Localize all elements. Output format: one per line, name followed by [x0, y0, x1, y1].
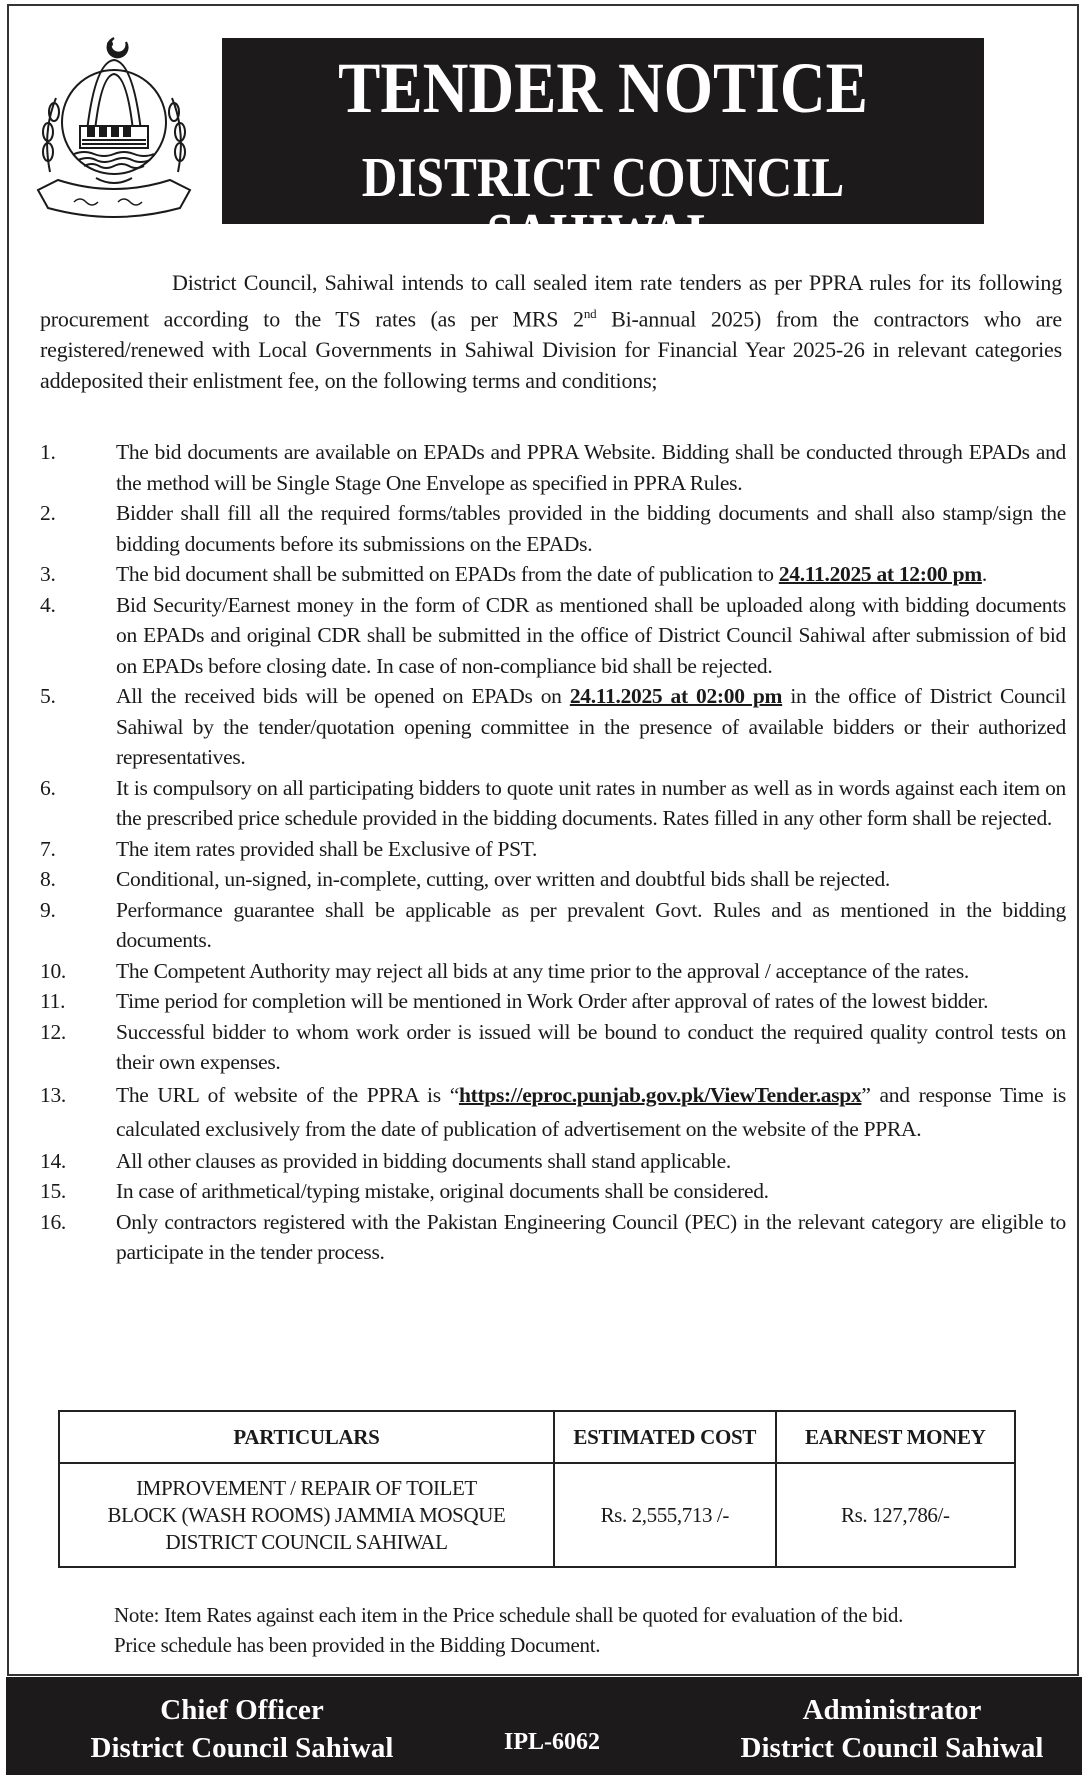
submission-deadline: 24.11.2025 at 12:00 pm: [778, 562, 982, 586]
signatory-chief-officer: [72, 1691, 412, 1767]
term-text: The Competent Authority may reject all bids at any time prior to the approval / acceptance of the rates.: [116, 958, 969, 983]
note: [114, 1600, 1074, 1660]
table-row: [59, 1463, 1015, 1567]
term-number: 2.: [40, 501, 56, 525]
term-item: [40, 773, 1066, 834]
term-text: The bid documents are available on EPADs and PPRA Website. Bidding shall be conducted through EPADs and the method will be Single Stage One Envelope as specified in PPRA Rules.: [116, 440, 1066, 495]
term-number: 13.: [40, 1082, 66, 1107]
cell-particulars: IMPROVEMENT / REPAIR OF TOILET BLOCK (WASH ROOMS) JAMMIA MOSQUE DISTRICT COUNCIL SAHIWAL: [59, 1463, 554, 1567]
term-text: In case of arithmetical/typing mistake, original documents shall be considered.: [116, 1179, 769, 1203]
term-item: [40, 437, 1066, 498]
term-item: [40, 1176, 1066, 1207]
term-text-end: in the office of District Council Sahiwal by the tender/quotation opening committee in the presence of available bidders or their authorized representatives.: [116, 684, 1067, 769]
term-number: 14.: [40, 1148, 66, 1173]
term-text: The bid document shall be submitted on EPADs from the date of publication to: [116, 562, 779, 586]
term-text: All the received bids will be opened on EPADs on: [116, 684, 570, 708]
signature-footer: [6, 1677, 1082, 1775]
tender-table: [58, 1410, 1016, 1568]
term-number: 5.: [40, 684, 56, 708]
term-number: 3.: [40, 562, 56, 586]
table-header-row: [59, 1411, 1015, 1463]
term-number: 6.: [40, 775, 56, 800]
term-text: All other clauses as provided in bidding documents shall stand applicable.: [116, 1148, 731, 1173]
header-earnest-money: EARNEST MONEY: [776, 1411, 1015, 1463]
note-line-2: Price schedule has been provided in the Bidding Document.: [114, 1633, 601, 1657]
term-item: [40, 956, 1066, 987]
term-item: [40, 895, 1066, 956]
cell-estimated-cost: Rs. 2,555,713 /-: [554, 1463, 776, 1567]
ppra-url-link[interactable]: https://eproc.punjab.gov.pk/ViewTender.aspx: [458, 1082, 862, 1107]
term-text: It is compulsory on all participating bidders to quote unit rates in number as well as in words against each item on the prescribed price schedule provided in the bidding documents. Rates filled in any other form shall be rejected.: [116, 775, 1066, 830]
intro-text-start: District Council, Sahiwal intends to call sealed item rate tenders as per PPRA rules for its following procurement according to the TS rates (as per MRS 2: [40, 270, 1062, 332]
opening-date: 24.11.2025 at 02:00 pm: [569, 684, 783, 708]
term-text: Performance guarantee shall be applicable as per prevalent Govt. Rules and as mentioned in the bidding documents.: [116, 897, 1066, 952]
signatory-administrator: [722, 1691, 1062, 1767]
term-item: [40, 834, 1066, 865]
term-text: The item rates provided shall be Exclusive of PST.: [116, 836, 538, 861]
term-text: Time period for completion will be mentioned in Work Order after approval of rates of the lowest bidder.: [116, 989, 989, 1013]
term-item: [40, 864, 1066, 895]
terms-list: [40, 437, 1066, 1268]
title-banner: [222, 38, 984, 265]
advertisement-code: IPL-6062: [504, 1729, 600, 1755]
term-number: 10.: [40, 958, 66, 983]
term-number: 15.: [40, 1179, 66, 1203]
term-text: Bid Security/Earnest money in the form of CDR as mentioned shall be uploaded along with bidding documents on EPADs and original CDR shall be submitted in the office of District Council Sahiwal after submission of bid on EPADs before closing date. In case of non-compliance bid shall be rejected.: [116, 592, 1066, 678]
term-item: [40, 559, 1066, 590]
notice-title: TENDER NOTICE: [338, 48, 868, 128]
cell-earnest-money: Rs. 127,786/-: [776, 1463, 1015, 1567]
notice-subtitle: DISTRICT COUNCIL SAHIWAL: [361, 147, 845, 265]
term-number: 16.: [40, 1209, 66, 1234]
term-number: 4.: [40, 592, 56, 617]
term-text: The URL of website of the PPRA is “: [116, 1082, 459, 1107]
signatory-org: District Council Sahiwal: [90, 1732, 394, 1764]
term-number: 7.: [40, 836, 56, 861]
term-text-end: ” and response Time is calculated exclusively from the date of publication of advertisement on the website of the PPRA.: [116, 1082, 1066, 1141]
signatory-org: District Council Sahiwal: [740, 1732, 1044, 1764]
term-item: [40, 681, 1066, 773]
term-number: 9.: [40, 897, 56, 922]
term-text: Only contractors registered with the Pakistan Engineering Council (PEC) in the relevant category are eligible to participate in the tender process.: [116, 1209, 1066, 1264]
term-item: [40, 1078, 1066, 1146]
intro-text-end: Bi-annual 2025) from the contractors who are registered/renewed with Local Governments in Sahiwal Division for Financial Year 2025-26 in relevant categories addeposited their enlistment fee, on the following terms and conditions;: [40, 306, 1062, 394]
intro-paragraph: [40, 267, 1062, 396]
term-text-end: .: [981, 562, 987, 586]
term-number: 8.: [40, 867, 56, 891]
term-number: 12.: [40, 1019, 66, 1044]
government-of-punjab-emblem-icon: [34, 22, 194, 220]
term-text: Bidder shall fill all the required forms/tables provided in the bidding documents and shall also stamp/sign the bidding documents before its submissions on the EPADs.: [116, 501, 1066, 556]
term-item: [40, 986, 1066, 1017]
signatory-title: Administrator: [802, 1694, 982, 1726]
header-estimated-cost: ESTIMATED COST: [554, 1411, 776, 1463]
header-particulars: PARTICULARS: [59, 1411, 554, 1463]
term-item: [40, 590, 1066, 682]
term-number: 11.: [40, 989, 66, 1013]
term-item: [40, 1207, 1066, 1268]
term-text: Successful bidder to whom work order is issued will be bound to conduct the required quality control tests on their own expenses.: [116, 1019, 1066, 1074]
note-line-1: Note: Item Rates against each item in the Price schedule shall be quoted for evaluation of the bid.: [114, 1603, 904, 1627]
term-item: [40, 1017, 1066, 1078]
term-text: Conditional, un-signed, in-complete, cutting, over written and doubtful bids shall be rejected.: [116, 867, 890, 891]
term-item: [40, 498, 1066, 559]
intro-superscript: nd: [583, 306, 597, 321]
term-number: 1.: [40, 440, 56, 464]
signatory-title: Chief Officer: [160, 1694, 324, 1726]
term-item: [40, 1146, 1066, 1177]
